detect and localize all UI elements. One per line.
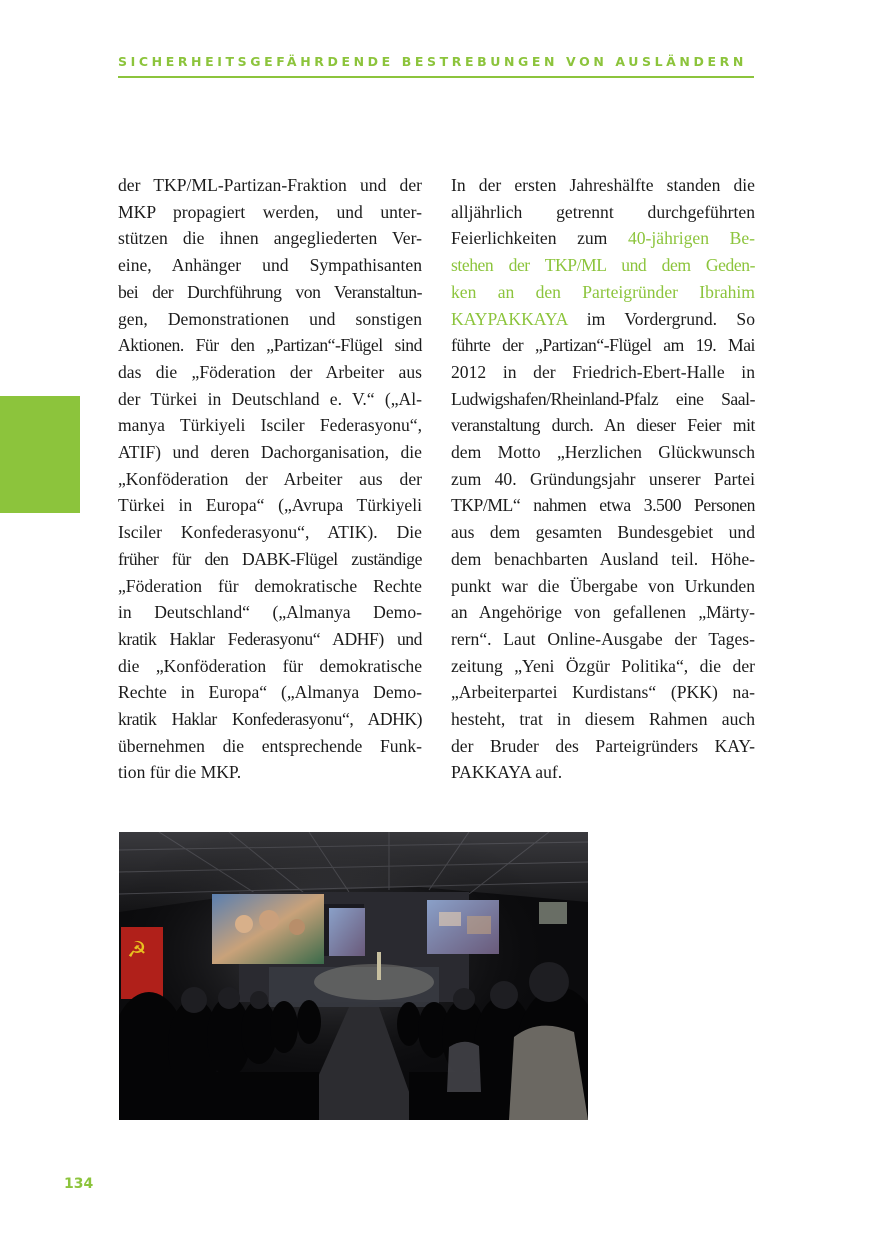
text-line: hesteht, trat in diesem Rahmen auch [451,709,755,730]
text-line: dem Motto „Herzlichen Glückwunsch [451,442,755,463]
text-line: In der ersten Jahreshälfte standen die [451,175,755,195]
text-line [451,225,755,252]
text-line: der Bruder des Parteigründers KAY- [451,735,755,756]
text-line: manya Türkiyeli Isciler Federasyonu“, [118,415,422,436]
text-line: die „Konföderation für demokratische [118,655,422,676]
page-number: 134 [64,1176,94,1192]
text-line: kratik Haklar Konfederasyonu“, ADHK) [118,709,422,730]
text-line: MKP propagiert werden, und unter- [118,201,422,222]
event-hall-photo [119,832,588,1120]
text-line: eine, Anhänger und Sympathisanten [118,255,422,276]
text-line: der Türkei in Deutschland e. V.“ („Al- [118,388,422,409]
text-line: dem benachbarten Ausland teil. Höhe- [451,548,755,569]
left-text-column [118,172,422,786]
text-line: PAKKAYA auf. [451,762,563,783]
right-text-column [451,172,755,786]
text-line: punkt war die Übergabe von Urkunden [451,575,755,596]
text-line: bei der Durchführung von Veranstaltun- [118,281,422,302]
text-line: „Konföderation der Arbeiter aus der [118,468,422,489]
text-line: ATIF) und deren Dachorganisation, die [118,442,422,463]
text-line: der TKP/ML-Partizan-Fraktion und der [118,175,422,195]
highlighted-text: ken an den Parteigründer Ibrahim [451,281,755,302]
text-line: früher für den DABK-Flügel zuständige [118,548,422,569]
text-line: Isciler Konfederasyonu“, ATIK). Die [118,522,422,543]
text-line: kratik Haklar Federasyonu“ ADHF) und [118,628,422,649]
header-rule [118,76,754,78]
text-line: tion für die MKP. [118,762,242,783]
svg-text:☭: ☭ [127,938,147,963]
text-line: an Angehörige von gefallenen „Märty- [451,602,755,623]
text-line: das die „Föderation der Arbeiter aus [118,361,422,382]
text-line: „Arbeiterpartei Kurdistans“ (PKK) na- [451,682,755,703]
text-line: übernehmen die entsprechende Funk- [118,735,422,756]
text-line: „Föderation für demokratische Rechte [118,575,422,596]
text-line: Türkei in Europa“ („Avrupa Türkiyeli [118,495,422,516]
text-line: führte der „Partizan“-Flügel am 19. Mai [451,335,755,356]
text-line: rern“. Laut Online-Ausgabe der Tages- [451,628,755,649]
text-line: veranstaltung durch. An dieser Feier mit [451,415,755,436]
text-line: Rechte in Europa“ („Almanya Demo- [118,682,422,703]
highlighted-text: KAYPAKKAYA [451,308,568,329]
text-line: alljährlich getrennt durchgeführten [451,201,755,222]
text-line: TKP/ML“ nahmen etwa 3.500 Personen [451,495,755,516]
text-line: stützen die ihnen angegliederten Ver- [118,228,422,249]
highlighted-text: 40-jährigen Be- [627,228,755,249]
running-header: SICHERHEITSGEFÄHRDENDE BESTREBUNGEN VON AUSLÄNDERN [118,54,747,69]
text-line: in Deutschland“ („Almanya Demo- [118,602,422,623]
text-line [451,306,755,333]
text-fragment: Feierlichkeiten zum [451,228,628,249]
text-fragment: im Vordergrund. So [567,308,755,329]
text-line: Aktionen. Für den „Partizan“-Flügel sind [118,335,422,356]
text-line: 2012 in der Friedrich-Ebert-Halle in [451,361,755,382]
text-line: Ludwigshafen/Rheinland-Pfalz eine Saal- [451,388,755,409]
chapter-side-tab [0,396,80,513]
text-line: gen, Demonstrationen und sonstigen [118,308,422,329]
text-line: aus dem gesamten Bundesgebiet und [451,522,755,543]
highlighted-text: stehen der TKP/ML und dem Geden- [451,255,755,276]
text-line: zeitung „Yeni Özgür Politika“, die der [451,655,755,676]
text-line: zum 40. Gründungsjahr unserer Partei [451,468,755,489]
